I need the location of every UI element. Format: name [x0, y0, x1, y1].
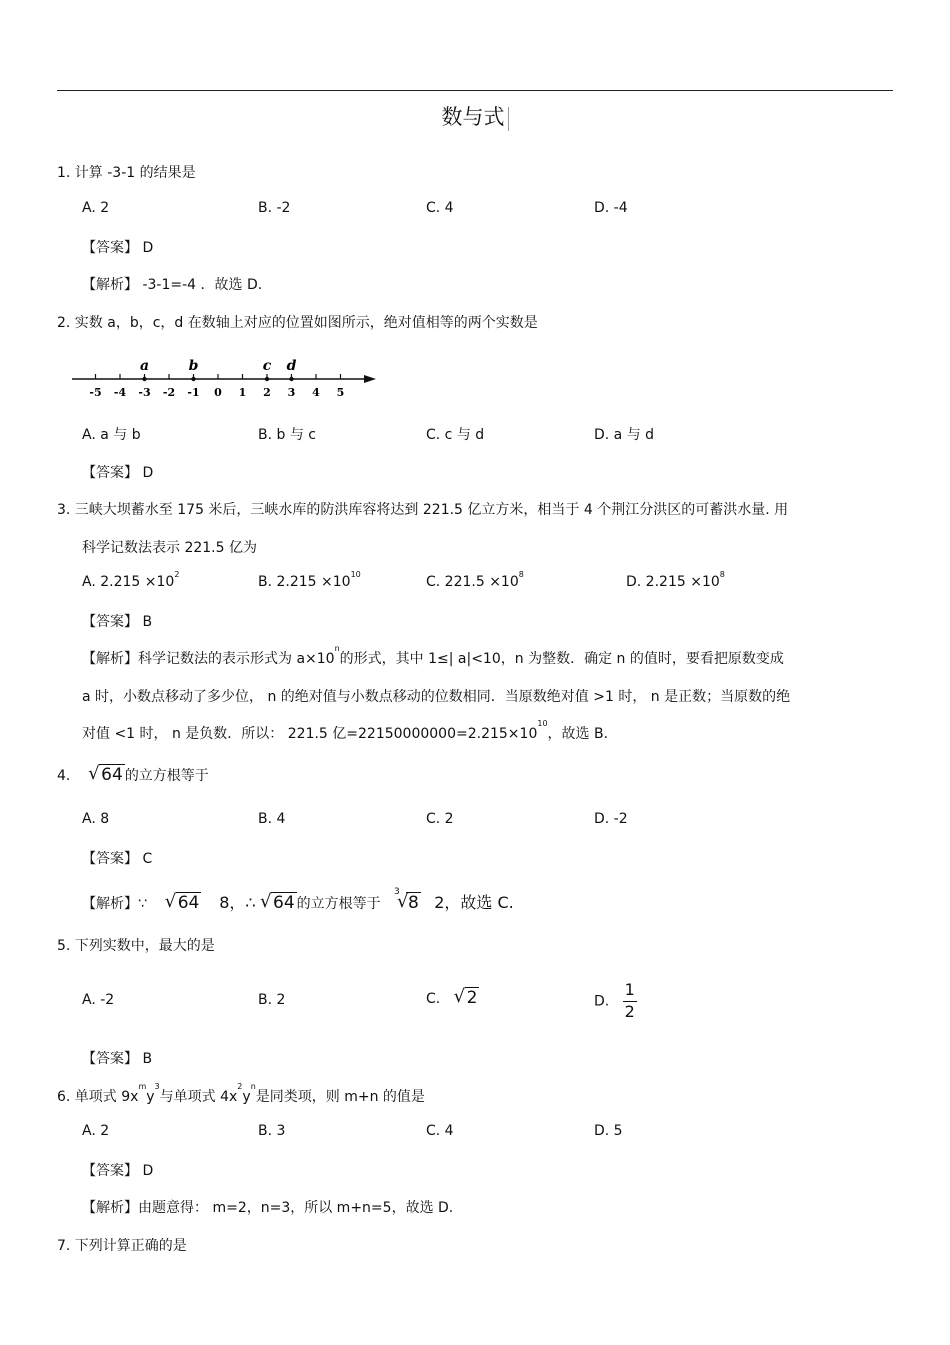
axis-tick-label: 5: [336, 386, 345, 399]
axis-tick-label: -3: [138, 386, 151, 399]
point-d-dot: [289, 377, 293, 381]
q1-stem: 1. 计算 -3-1 的结果是: [57, 165, 196, 181]
q4-stem: 4. √ 64 的立方根等于: [57, 763, 209, 785]
q5-option-b: B. 2: [258, 992, 286, 1008]
q2-option-b: B. b 与 c: [258, 427, 316, 443]
q4-answer: 【答案】 C: [82, 851, 153, 867]
q2-stem: 2. 实数 a，b，c，d 在数轴上对应的位置如图所示，绝对值相等的两个实数是: [57, 315, 538, 331]
q3-option-d: D. $2.215 \times 10^8$: [626, 570, 725, 590]
q1-option-c: C. 4: [426, 200, 454, 216]
q5-stem: 5. 下列实数中，最大的是: [57, 938, 215, 954]
q6-option-a: A. 2: [82, 1123, 110, 1139]
q3-analysis-line1: 【解析】科学记数法的表示形式为 $a\times 10^n$的形式，其中 1≤| a|<10，n 为整数．确定 n 的值时，要看把原数变成: [82, 644, 784, 667]
axis-tick-label: 3: [287, 386, 296, 399]
q5-option-c: C. √ 2: [426, 986, 478, 1008]
header-rule: [57, 90, 893, 91]
q6-option-d: D. 5: [594, 1123, 623, 1139]
axis-tick-label: 1: [238, 386, 247, 399]
q4-option-a: A. 8: [82, 811, 110, 827]
axis-tick-label: -2: [162, 386, 176, 399]
point-a-label: a: [139, 358, 150, 374]
q1-answer: 【答案】 D: [82, 240, 154, 256]
number-line-figure: [68, 352, 380, 404]
q2-option-d: D. a 与 d: [594, 427, 655, 443]
q4-option-d: D. -2: [594, 811, 628, 827]
q3-answer: 【答案】 B: [82, 614, 153, 630]
point-a-dot: [142, 377, 146, 381]
q1-analysis: 【解析】 -3-1=-4 ．故选 D.: [82, 277, 263, 293]
q1-option-a: A. 2: [82, 200, 110, 216]
axis-tick-label: -4: [113, 386, 127, 399]
q4-option-c: C. 2: [426, 811, 454, 827]
q3-stem-line2: 科学记数法表示 221.5 亿为: [82, 540, 257, 556]
point-c-dot: [265, 377, 269, 381]
arrow-icon: [364, 375, 376, 383]
q6-option-b: B. 3: [258, 1123, 286, 1139]
q1-option-b: B. -2: [258, 200, 291, 216]
axis-tick-label: 2: [263, 386, 271, 399]
q3-option-a: A. $2.215 \times 10^2$: [82, 570, 180, 590]
q2-answer: 【答案】 D: [82, 465, 154, 481]
q1-option-d: D. -4: [594, 200, 628, 216]
q5-option-a: A. -2: [82, 992, 115, 1008]
axis-tick-label: -5: [89, 386, 102, 399]
q3-analysis-line3: 对值 <1 时， n 是负数．所以： 221.5 亿$=22150000000=2.215\times 10^{10}$，故选 B.: [82, 719, 609, 742]
q3-option-b: B. $2.215 \times 10^{10}$: [258, 570, 361, 590]
q6-stem: 6. 单项式 $9x^my^3$与单项式 $4x^2y^n$是同类项，则 m+n 的值是: [57, 1082, 425, 1105]
q6-analysis: 【解析】由题意得： m=2，n=3，所以 m+n=5，故选 D.: [82, 1200, 454, 1216]
axis-tick-label: 0: [214, 386, 222, 399]
q7-stem: 7. 下列计算正确的是: [57, 1238, 187, 1254]
q6-option-c: C. 4: [426, 1123, 454, 1139]
q5-answer: 【答案】 B: [82, 1051, 153, 1067]
point-c-label: c: [262, 358, 272, 374]
sqrt-64: √ 64: [88, 763, 123, 785]
q4-option-b: B. 4: [258, 811, 286, 827]
axis-tick-label: -1: [187, 386, 200, 399]
axis-tick-label: 4: [312, 386, 320, 399]
page-title: 数与式: [0, 101, 950, 131]
point-b-label: b: [188, 358, 199, 374]
point-d-label: d: [286, 358, 297, 374]
point-b-dot: [191, 377, 195, 381]
q4-analysis: 【解析】∵ √ 64 8，∴ √ 64 的立方根等于 3 √ 8 2，故选 C.: [82, 887, 514, 913]
q3-option-c: C. $221.5 \times 10^8$: [426, 570, 524, 590]
q3-stem-line1: 3. 三峡大坝蓄水至 175 米后，三峡水库的防洪库容将达到 221.5 亿立方米，相当于 4 个荆江分洪区的可蓄洪水量. 用: [57, 502, 789, 518]
q2-option-c: C. c 与 d: [426, 427, 485, 443]
q6-answer: 【答案】 D: [82, 1163, 154, 1179]
q5-option-d: D. $\frac{1}{2}$: [594, 980, 635, 1021]
q3-analysis-line2: a 时，小数点移动了多少位， n 的绝对值与小数点移动的位数相同．当原数绝对值 >1 时， n 是正数；当原数的绝: [82, 689, 791, 705]
q2-option-a: A. a 与 b: [82, 427, 141, 443]
